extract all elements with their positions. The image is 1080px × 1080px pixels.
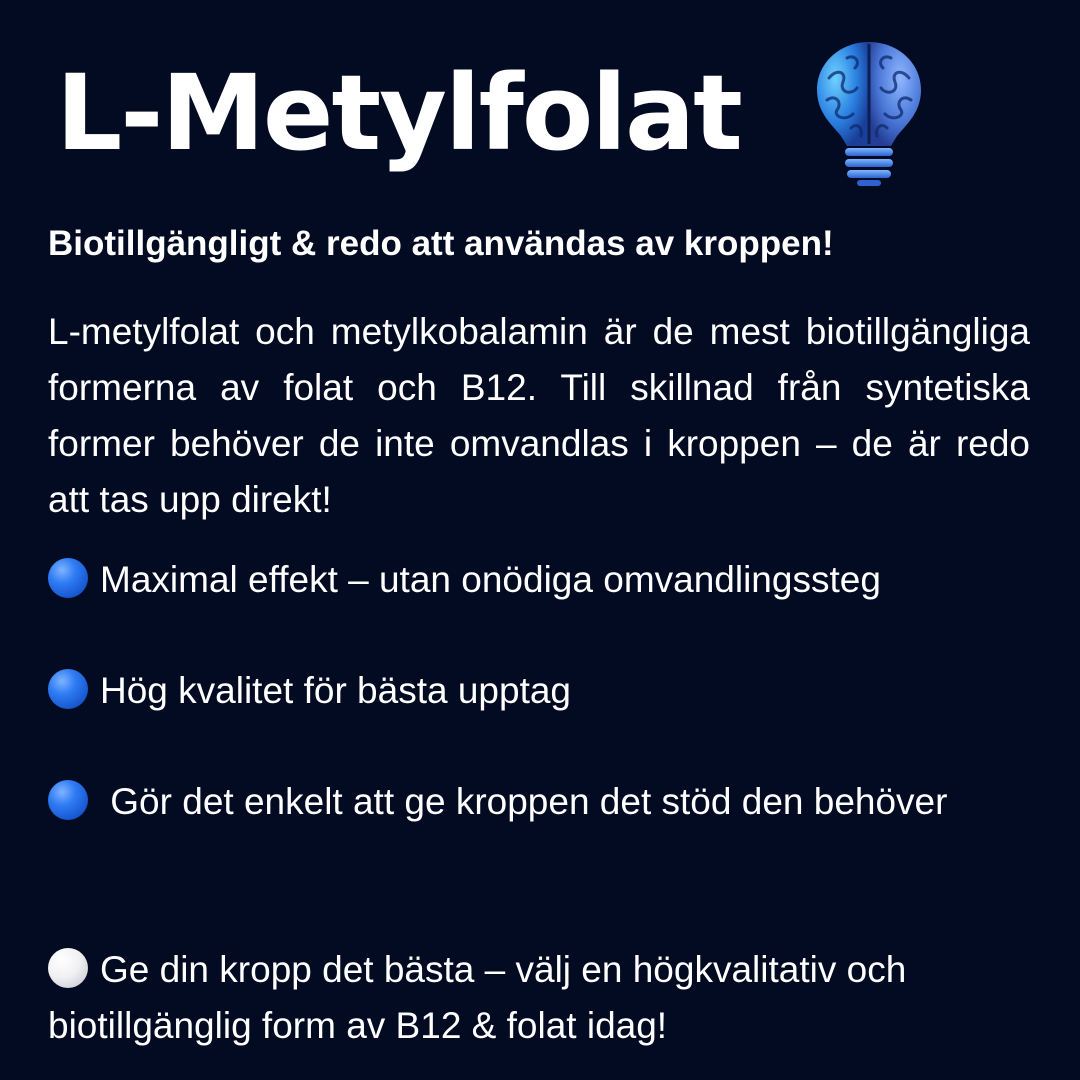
brain-lightbulb-icon [807, 38, 931, 188]
page-title: L-Metylfolat [56, 52, 741, 174]
list-item-text: Maximal effekt – utan onödiga omvandlingssteg [100, 559, 881, 600]
blue-circle-icon [48, 558, 88, 598]
list-item-text: Hög kvalitet för bästa upptag [100, 670, 572, 711]
subtitle: Biotillgängligt & redo att användas av kroppen! [48, 224, 834, 263]
blue-circle-icon [48, 669, 88, 709]
blue-circle-icon [48, 780, 88, 820]
header [56, 38, 931, 188]
list-item [48, 663, 1030, 719]
white-circle-icon [48, 948, 88, 988]
list-item-text: Gör det enkelt att ge kroppen det stöd den behöver [110, 781, 948, 822]
list-item [48, 942, 1030, 1054]
list-item [48, 552, 1030, 608]
list-item [48, 774, 1030, 830]
intro-paragraph: L-metylfolat och metylkobalamin är de mest biotillgängliga formerna av folat och B12. Till skillnad från syntetiska former behöver de inte omvandlas i kroppen – de är redo att tas upp direkt! [48, 311, 1030, 520]
list-item-text: Ge din kropp det bästa – välj en högkvalitativ och biotillgänglig form av B12 & folat idag! [48, 949, 907, 1046]
